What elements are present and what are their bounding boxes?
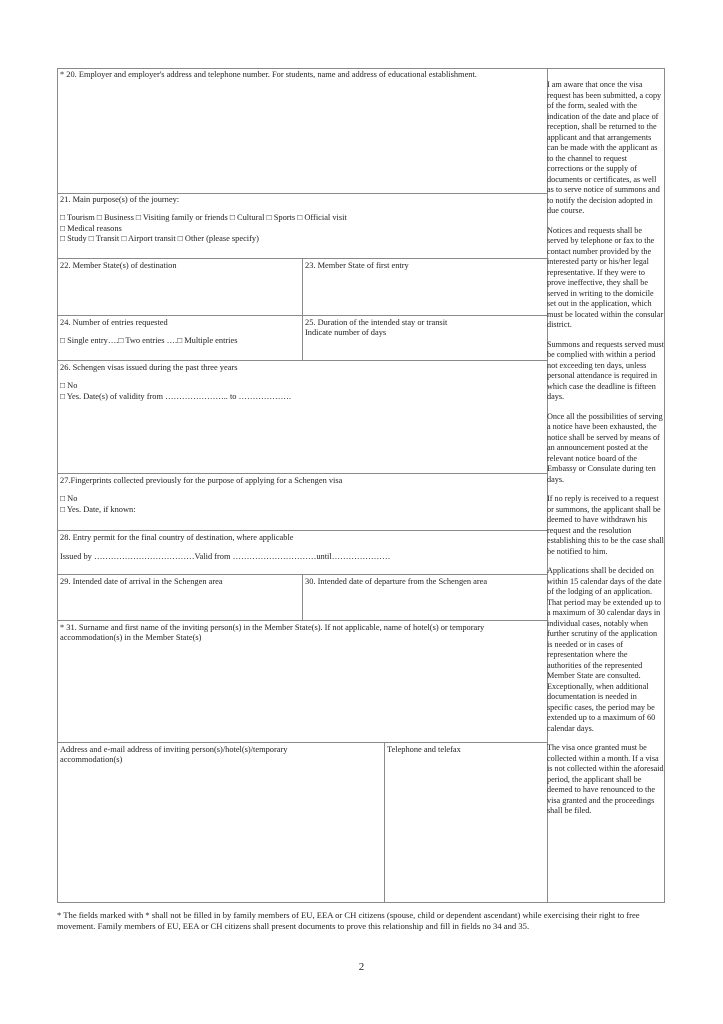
notice-paragraph: I am aware that once the visa request has been submitted, a copy of the form, sealed with the indication of the date and place of reception, shall be returned to the applicant and that arrangements can be made with the applicant as to the channel to request corrections or the supply of documents or certificates, as well as to serve notice of summons and to notify the decision adopted in due course.	[547, 80, 662, 215]
notice-paragraph: Summons and requests served must be complied with within a period not exceeding ten days, unless personal attendance is required in which case the deadline is fifteen days.	[547, 339, 664, 401]
field-26	[58, 362, 547, 403]
field-21	[58, 194, 547, 245]
field-21-label: 21. Main purpose(s) of the journey:	[60, 195, 180, 204]
field-30-label: 30. Intended date of departure from the Schengen area	[305, 577, 488, 586]
notice-paragraph: Applications shall be decided on within 15 calendar days of the date of the lodging of an application. That period may be extended up to a maximum of 30 calendar days in individual cases, notably when further scrutiny of the application is needed or in cases of representation where the authorities of the represented Member State are consulted. Exceptionally, when additional documentation is needed in specific cases, the period may be extended up to a maximum of 60 calendar days.	[547, 566, 662, 733]
notice-paragraph: If no reply is received to a request or summons, the applicant shall be deemed to have withdrawn his request and the resolution establishing this to be the case shall be notified to him.	[547, 494, 664, 556]
field-28	[58, 532, 547, 564]
schengen-visas-no-checkbox[interactable]: □ No	[60, 381, 78, 391]
notice-paragraph: Once all the possibilities of serving a notice have been exhausted, the notice shall be served by means of an announcement posted at the relevant notice board of the Embassy or Consulate during ten days.	[547, 411, 663, 484]
schengen-visas-yes-checkbox[interactable]: □ Yes. Date(s) of validity from ………………….. to ……………….	[60, 391, 291, 401]
entry-permit-line[interactable]: Issued by ………………………………Valid from …………………………until…………………	[60, 552, 391, 562]
field-25	[303, 317, 547, 340]
field-26-label: 26. Schengen visas issued during the past three years	[60, 363, 238, 372]
footnote: * The fields marked with * shall not be filled in by family members of EU, EEA or CH citizens (spouse, child or dependent ascendant) while exercising their right to free movement. Family members of EU, EEA or CH citizens shall present documents to prove this relationship and fill in fields no 34 and 35.	[57, 910, 640, 932]
notice-paragraph: Notices and requests shall be served by telephone or fax to the contact number provided by the interested party or his/her legal representative. If they were to prove ineffective, they shall be served in writing to the domicile set out in the application, which must be located within the consular district.	[547, 225, 664, 329]
address-label: Address and e-mail address of inviting person(s)/hotel(s)/temporary accommodation(s)	[60, 745, 288, 765]
fingerprints-no-checkbox[interactable]: □ No	[60, 494, 78, 504]
field-23-label: 23. Member State of first entry	[305, 261, 409, 270]
field-29-label: 29. Intended date of arrival in the Schengen area	[60, 577, 223, 586]
field-25-label: 25. Duration of the intended stay or transit	[305, 318, 448, 327]
divider	[57, 473, 547, 474]
field-24-label: 24. Number of entries requested	[60, 318, 168, 327]
field-24	[58, 317, 302, 348]
purpose-options-line3[interactable]: □ Study □ Transit □ Airport transit □ Other (please specify)	[60, 233, 259, 243]
field-27	[58, 475, 547, 516]
field-31-label: * 31. Surname and first name of the inviting person(s) in the Member State(s). If not applicable, name of hotel(s) or temporary accommodation(s) in the Member State(s)	[60, 623, 485, 643]
divider	[57, 742, 547, 743]
telephone-label: Telephone and telefax	[387, 745, 461, 754]
fingerprints-yes-checkbox[interactable]: □ Yes. Date, if known:	[60, 504, 136, 514]
notice-paragraph: The visa once granted must be collected within a month. If a visa is not collected within the aforesaid period, the applicant shall be deemed to have renounced to the visa granted and the proceedings shall be filed.	[547, 743, 664, 815]
field-25-sublabel: Indicate number of days	[305, 328, 387, 338]
entries-options[interactable]: □ Single entry….□ Two entries ….□ Multiple entries	[60, 336, 238, 346]
field-28-label: 28. Entry permit for the final country of destination, where applicable	[60, 533, 294, 542]
page-number: 2	[358, 961, 365, 973]
field-20-label: * 20. Employer and employer's address and telephone number. For students, name and address of educational establishment.	[60, 70, 477, 79]
legal-notice-column	[547, 80, 664, 826]
cell-divider	[302, 258, 303, 360]
field-27-label: 27.Fingerprints collected previously for the purpose of applying for a Schengen visa	[60, 476, 343, 485]
divider	[57, 620, 547, 621]
field-22-label: 22. Member State(s) of destination	[60, 261, 177, 270]
divider	[57, 530, 547, 531]
purpose-options-line1[interactable]: □ Tourism □ Business □ Visiting family or friends □ Cultural □ Sports □ Official visit	[60, 213, 347, 223]
purpose-options-line2[interactable]: □ Medical reasons	[60, 223, 122, 233]
cell-divider	[384, 742, 385, 903]
divider	[57, 360, 547, 361]
